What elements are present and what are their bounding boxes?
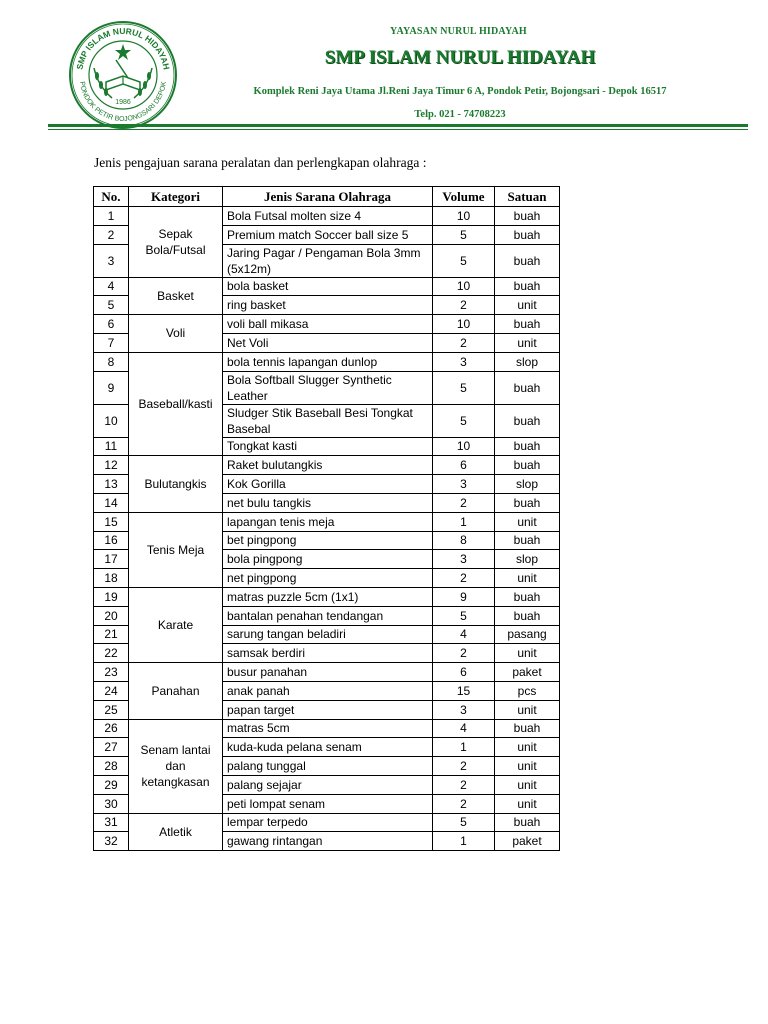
table-row (94, 663, 560, 682)
intro-text: Jenis pengajuan sarana peralatan dan perlengkapan olahraga : (94, 155, 427, 170)
cell-item: Net Voli (223, 333, 433, 352)
cell-item: bantalan penahan tendangan (223, 606, 433, 625)
cell-volume: 4 (433, 719, 495, 738)
cell-unit: unit (495, 738, 560, 757)
logo-year: 1986 (115, 99, 131, 106)
cell-volume: 4 (433, 625, 495, 644)
cell-unit: buah (495, 493, 560, 512)
cell-no: 24 (94, 681, 129, 700)
cell-item: kuda-kuda pelana senam (223, 738, 433, 757)
cell-unit: slop (495, 352, 560, 371)
cell-item: ring basket (223, 296, 433, 315)
cell-unit: unit (495, 333, 560, 352)
table-row (94, 352, 560, 371)
cell-volume: 8 (433, 531, 495, 550)
cell-unit: paket (495, 663, 560, 682)
table-row (94, 587, 560, 606)
cell-no: 26 (94, 719, 129, 738)
cell-unit: unit (495, 775, 560, 794)
cell-volume: 1 (433, 512, 495, 531)
cell-no: 18 (94, 569, 129, 588)
cell-no: 17 (94, 550, 129, 569)
header-volume: Volume (433, 187, 495, 207)
foundation-name: YAYASAN NURUL HIDAYAH (390, 26, 527, 37)
cell-no: 23 (94, 663, 129, 682)
cell-volume: 2 (433, 644, 495, 663)
cell-item: Bola Futsal molten size 4 (223, 207, 433, 226)
cell-no: 3 (94, 244, 129, 277)
cell-volume: 2 (433, 775, 495, 794)
cell-category: Bulutangkis (129, 456, 223, 512)
cell-no: 7 (94, 333, 129, 352)
cell-unit: unit (495, 296, 560, 315)
cell-item: palang tunggal (223, 757, 433, 776)
cell-volume: 2 (433, 493, 495, 512)
table-row (94, 207, 560, 226)
cell-no: 31 (94, 813, 129, 832)
cell-category: Karate (129, 587, 223, 662)
cell-no: 1 (94, 207, 129, 226)
cell-category: Basket (129, 277, 223, 315)
cell-unit: buah (495, 244, 560, 277)
cell-unit: buah (495, 719, 560, 738)
cell-unit: buah (495, 225, 560, 244)
cell-volume: 5 (433, 404, 495, 437)
cell-volume: 6 (433, 663, 495, 682)
cell-no: 25 (94, 700, 129, 719)
cell-item: papan target (223, 700, 433, 719)
cell-item: Jaring Pagar / Pengaman Bola 3mm (5x12m) (223, 244, 433, 277)
cell-no: 13 (94, 475, 129, 494)
cell-volume: 2 (433, 794, 495, 813)
cell-item: matras puzzle 5cm (1x1) (223, 587, 433, 606)
cell-volume: 5 (433, 244, 495, 277)
cell-no: 28 (94, 757, 129, 776)
cell-item: matras 5cm (223, 719, 433, 738)
cell-volume: 10 (433, 207, 495, 226)
cell-no: 22 (94, 644, 129, 663)
cell-unit: slop (495, 475, 560, 494)
cell-item: Bola Softball Slugger Synthetic Leather (223, 371, 433, 404)
cell-category: Tenis Meja (129, 512, 223, 587)
cell-unit: unit (495, 512, 560, 531)
cell-item: net pingpong (223, 569, 433, 588)
cell-item: gawang rintangan (223, 832, 433, 851)
cell-no: 4 (94, 277, 129, 296)
table-row (94, 719, 560, 738)
cell-volume: 2 (433, 757, 495, 776)
cell-volume: 3 (433, 352, 495, 371)
cell-unit: pasang (495, 625, 560, 644)
cell-item: anak panah (223, 681, 433, 700)
cell-volume: 3 (433, 700, 495, 719)
cell-unit: buah (495, 371, 560, 404)
table-row (94, 456, 560, 475)
school-phone: Telp. 021 - 74708223 (414, 109, 506, 120)
cell-item: Raket bulutangkis (223, 456, 433, 475)
cell-category: Senam lantai dan ketangkasan (129, 719, 223, 813)
cell-item: Premium match Soccer ball size 5 (223, 225, 433, 244)
cell-volume: 5 (433, 606, 495, 625)
cell-volume: 2 (433, 333, 495, 352)
cell-volume: 1 (433, 738, 495, 757)
cell-item: sarung tangan beladiri (223, 625, 433, 644)
cell-unit: buah (495, 277, 560, 296)
school-name: SMP ISLAM NURUL HIDAYAH (324, 47, 596, 68)
header-no: No. (94, 187, 129, 207)
letterhead (230, 26, 690, 120)
cell-volume: 6 (433, 456, 495, 475)
school-address: Komplek Reni Jaya Utama Jl.Reni Jaya Timur 6 A, Pondok Petir, Bojongsari - Depok 16517 (253, 86, 667, 97)
cell-item: busur panahan (223, 663, 433, 682)
cell-unit: unit (495, 757, 560, 776)
cell-item: peti lompat senam (223, 794, 433, 813)
cell-no: 20 (94, 606, 129, 625)
cell-unit: pcs (495, 681, 560, 700)
table-row (94, 277, 560, 296)
cell-no: 5 (94, 296, 129, 315)
cell-no: 16 (94, 531, 129, 550)
cell-item: bola pingpong (223, 550, 433, 569)
cell-volume: 15 (433, 681, 495, 700)
cell-category: Panahan (129, 663, 223, 719)
cell-volume: 3 (433, 475, 495, 494)
cell-no: 27 (94, 738, 129, 757)
cell-volume: 2 (433, 569, 495, 588)
cell-unit: buah (495, 207, 560, 226)
cell-unit: buah (495, 315, 560, 334)
cell-volume: 5 (433, 813, 495, 832)
table-row (94, 813, 560, 832)
cell-item: lempar terpedo (223, 813, 433, 832)
cell-unit: buah (495, 587, 560, 606)
cell-item: samsak berdiri (223, 644, 433, 663)
cell-item: bola tennis lapangan dunlop (223, 352, 433, 371)
cell-category: Voli (129, 315, 223, 353)
cell-unit: buah (495, 606, 560, 625)
header-rule-thick (48, 124, 748, 127)
cell-no: 19 (94, 587, 129, 606)
cell-volume: 5 (433, 225, 495, 244)
cell-unit: unit (495, 794, 560, 813)
cell-unit: paket (495, 832, 560, 851)
cell-unit: buah (495, 531, 560, 550)
table-row (94, 315, 560, 334)
cell-item: Tongkat kasti (223, 437, 433, 456)
cell-no: 10 (94, 404, 129, 437)
cell-no: 6 (94, 315, 129, 334)
cell-item: bola basket (223, 277, 433, 296)
header-rule-thin (48, 129, 748, 130)
cell-no: 32 (94, 832, 129, 851)
cell-item: lapangan tenis meja (223, 512, 433, 531)
cell-item: Kok Gorilla (223, 475, 433, 494)
cell-no: 14 (94, 493, 129, 512)
cell-no: 30 (94, 794, 129, 813)
school-logo (68, 20, 178, 130)
header-unit: Satuan (495, 187, 560, 207)
table-row (94, 512, 560, 531)
cell-no: 29 (94, 775, 129, 794)
cell-unit: buah (495, 813, 560, 832)
cell-category: Atletik (129, 813, 223, 851)
cell-no: 21 (94, 625, 129, 644)
cell-volume: 3 (433, 550, 495, 569)
cell-no: 2 (94, 225, 129, 244)
logo-bottom-text: PONDOK PETIR BOJONGSARI DEPOK (78, 81, 168, 124)
cell-unit: unit (495, 569, 560, 588)
cell-volume: 2 (433, 296, 495, 315)
table-header-row (94, 187, 560, 207)
header-item: Jenis Sarana Olahraga (223, 187, 433, 207)
cell-no: 11 (94, 437, 129, 456)
cell-unit: unit (495, 644, 560, 663)
cell-item: voli ball mikasa (223, 315, 433, 334)
cell-item: palang sejajar (223, 775, 433, 794)
cell-unit: unit (495, 700, 560, 719)
cell-item: Sludger Stik Baseball Besi Tongkat Basebal (223, 404, 433, 437)
cell-unit: buah (495, 456, 560, 475)
cell-item: bet pingpong (223, 531, 433, 550)
cell-no: 9 (94, 371, 129, 404)
table-body (94, 207, 560, 851)
cell-no: 12 (94, 456, 129, 475)
cell-volume: 10 (433, 437, 495, 456)
cell-no: 15 (94, 512, 129, 531)
cell-volume: 10 (433, 277, 495, 296)
cell-volume: 5 (433, 371, 495, 404)
header-category: Kategori (129, 187, 223, 207)
equipment-table (93, 186, 560, 851)
cell-category: Baseball/kasti (129, 352, 223, 456)
cell-item: net bulu tangkis (223, 493, 433, 512)
cell-no: 8 (94, 352, 129, 371)
cell-volume: 1 (433, 832, 495, 851)
cell-unit: slop (495, 550, 560, 569)
cell-volume: 10 (433, 315, 495, 334)
logo-top-text: SMP ISLAM NURUL HIDAYAH (74, 25, 172, 71)
cell-volume: 9 (433, 587, 495, 606)
cell-unit: buah (495, 404, 560, 437)
cell-category: Sepak Bola/Futsal (129, 207, 223, 278)
cell-unit: buah (495, 437, 560, 456)
